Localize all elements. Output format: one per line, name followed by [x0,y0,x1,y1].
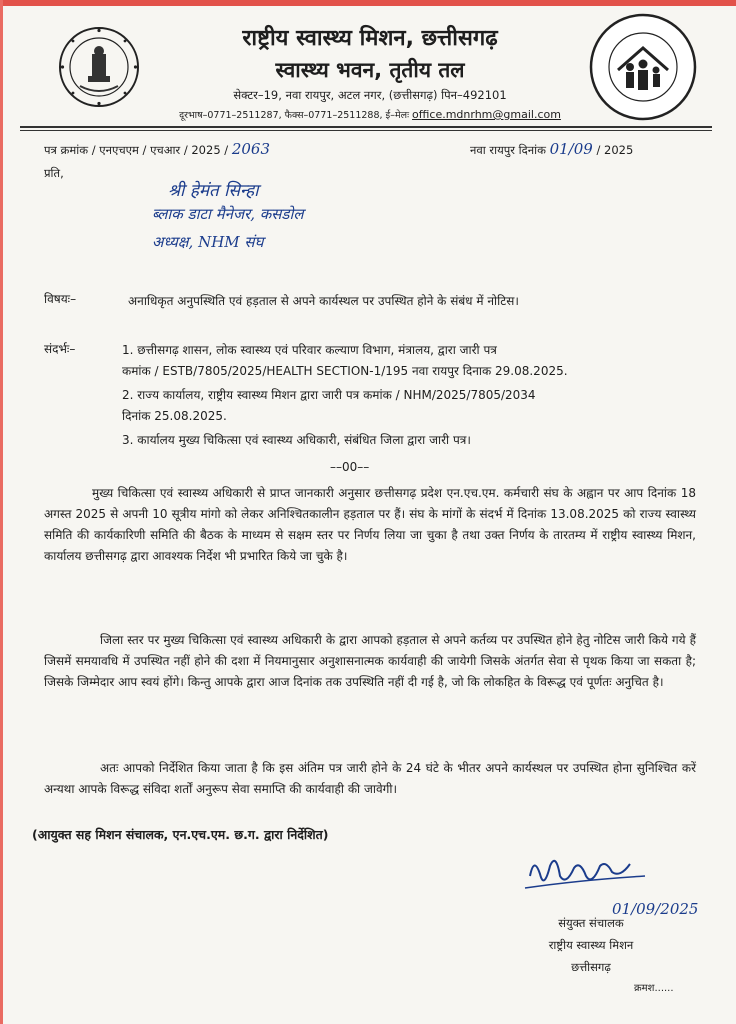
recipient-role: अध्यक्ष, NHM संघ [152,233,264,251]
signatory-org: राष्ट्रीय स्वास्थ्य मिशन [548,938,634,952]
national-health-mission-logo-icon [588,12,698,122]
body-paragraph-3: अतः आपको निर्देशित किया जाता है कि इस अंतिम पत्र जारी होने के 24 घंटे के भीतर अपने कार्यस्थल पर उपस्थित होना सुनिश्चित करें अन्यथा आपके विरूद्ध संविदा शर्तों अनुरूप सेवा समाप्ति की कार्यवाही की जावेगी। [44,761,696,796]
reference-item: दिनांक 25.08.2025. [122,409,227,423]
body-paragraph-2: जिला स्तर पर मुख्य चिकित्सा एवं स्वास्थ्य अधिकारी के द्वारा आपको हड़ताल से अपने कर्तव्य पर उपस्थित होने हेतु नोटिस जारी किये गये हैं जिसमें समयावधि में उपस्थित नहीं होने की दशा में नियमानुसार अनुशासनात्मक कार्यवाही की जायेगी जिसके अंतर्गत सेवा से पृथक किया जा सकता है; जिसके जिम्मेदार आप स्वयं होंगे। किन्तु आपके द्वारा आज दिनांक तक उपस्थिति नहीं दी गई है, जो कि लोकहित के विरूद्ध एवं पूर्णतः अनुचित है। [44,633,696,689]
date-handwritten: 01/09 [549,140,593,158]
page-top-border [0,0,736,6]
directive-note: (आयुक्त सह मिशन संचालक, एन.एच.एम. छ.ग. द्वारा निर्देशित) [32,827,329,842]
header-divider-thin [20,130,712,131]
section-separator: ––00–– [330,460,370,474]
header-divider [20,126,712,128]
signature-date: 01/09/2025 [612,900,699,918]
reference-item: 1. छत्तीसगढ़ शासन, लोक स्वास्थ्य एवं परिवार कल्याण विभाग, मंत्रालय, द्वारा जारी पत्र [122,343,497,357]
references-label: संदर्भः– [44,342,76,356]
reference-item: 3. कार्यालय मुख्य चिकित्सा एवं स्वास्थ्य अधिकारी, संबंधित जिला द्वारा जारी पत्र। [122,433,471,447]
org-name: राष्ट्रीय स्वास्थ्य मिशन, छत्तीसगढ़ [242,26,498,51]
contact-line [150,108,590,121]
signatory-state: छत्तीसगढ़ [571,960,611,974]
reference-item: 2. राज्य कार्यालय, राष्ट्रीय स्वास्थ्य मिशन द्वारा जारी पत्र कमांक / NHM/2025/7805/2034 [122,388,536,402]
body-paragraph-1: मुख्य चिकित्सा एवं स्वास्थ्य अधिकारी से प्राप्त जानकारी अनुसार छत्तीसगढ़ प्रदेश एन.एच.एम. कर्मचारी संघ के अह्वान पर आप दिनांक 18 अगस्त 2025 से अपनी 10 सूत्रीय मांगो को लेकर अनिश्चितकालीन हड़ताल पर हैं। संघ के मांगों के संदर्भ में दिनांक 13.08.2025 को राज्य स्वास्थ्य समिति की कार्यकारिणी समिति की बैठक के माध्यम से सक्षम स्तर पर निर्णय लिया जा चुका है तथा उक्त निर्णय के तारतम्य में राष्ट्रीय स्वास्थ्य मिशन, कार्यालय छत्तीसगढ़ द्वारा आवश्यक निर्देश भी प्रभारित किये जा चुके है। [44,486,696,563]
email-link[interactable]: office.mdnrhm@gmail.com [412,108,561,121]
continued-marker: क्रमश...... [634,983,674,994]
recipient-name: श्री हेमंत सिन्हा [168,181,259,201]
chhattisgarh-seal-icon [58,26,140,108]
recipient-designation: ब्लाक डाटा मैनेजर, कसडोल [152,205,304,223]
building-name: स्वास्थ्य भवन, तृतीय तल [275,58,465,82]
signatory-block [516,912,666,978]
letter-number-prefix: पत्र क्रमांक / एनएचएम / एचआर / 2025 / [44,143,229,157]
contact-numbers: दूरभाष–0771–2511287, फैक्स–0771–2511288, ई–मेलः [179,110,409,121]
reference-item: कमांक / ESTB/7805/2025/HEALTH SECTION-1/195 नवा रायपुर दिनाक 29.08.2025. [122,364,568,378]
letter-number [44,140,270,158]
letter-number-handwritten: 2063 [231,140,271,158]
signatory-designation: संयुक्त संचालक [558,916,624,930]
page-left-border [0,0,3,1024]
subject-label: विषयः– [44,292,77,306]
references-list [122,340,682,451]
date-year: / 2025 [596,143,634,157]
subject-text: अनाधिकृत अनुपस्थिति एवं हड़ताल से अपने कार्यस्थल पर उपस्थित होने के संबंध में नोटिस। [128,294,519,308]
letter-date [470,140,633,158]
org-address: सेक्टर–19, नवा रायपुर, अटल नगर, (छत्तीसगढ़) पिन–492101 [233,88,507,102]
to-label: प्रति, [44,166,64,180]
date-prefix: नवा रायपुर दिनांक [470,143,546,157]
